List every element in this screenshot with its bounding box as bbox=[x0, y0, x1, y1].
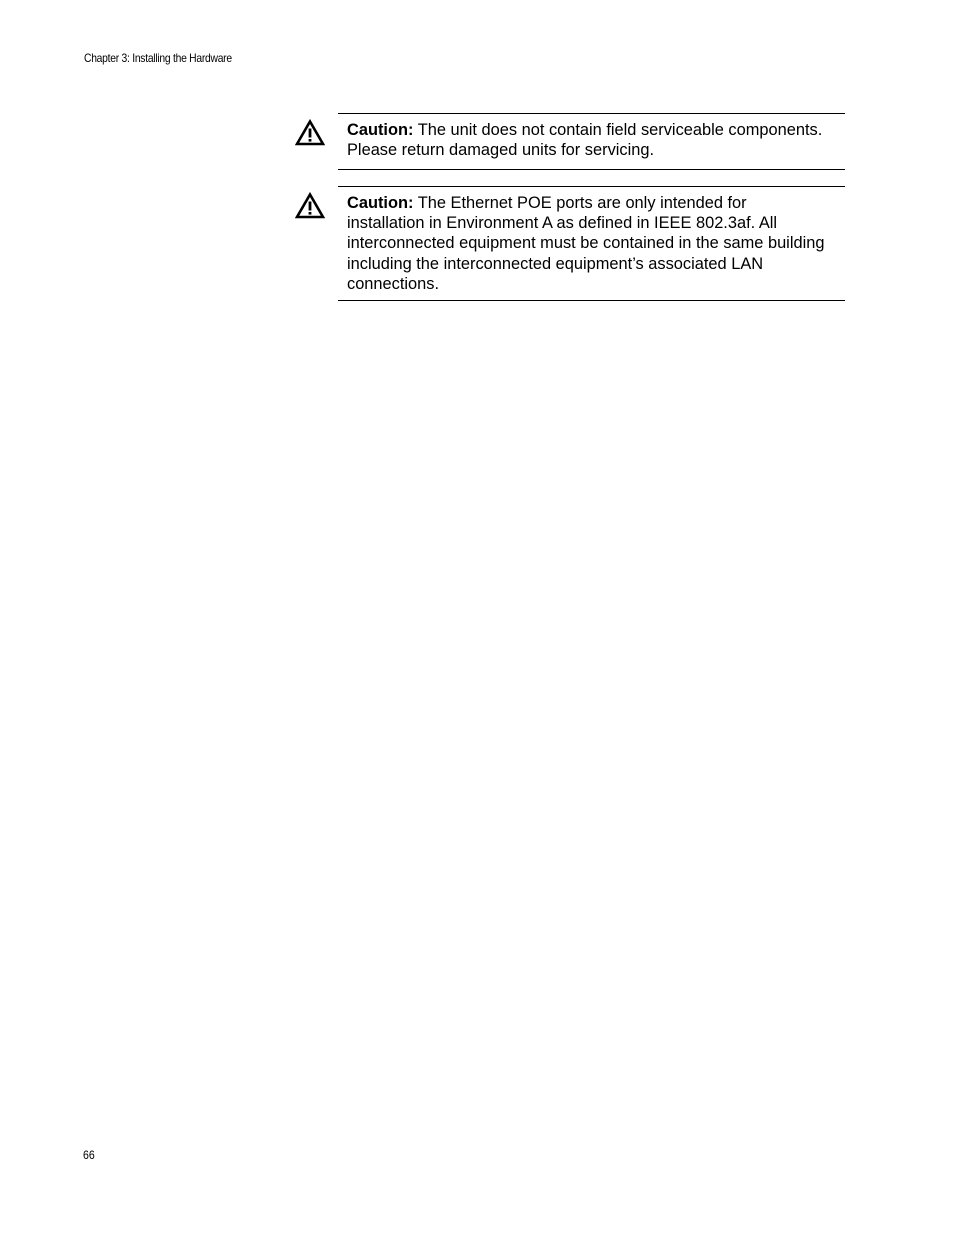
caution-note-1 bbox=[338, 113, 845, 170]
caution-label: Caution: bbox=[347, 121, 414, 139]
caution-note-2 bbox=[338, 186, 845, 301]
warning-triangle-icon bbox=[295, 192, 325, 219]
caution-body: The Ethernet POE ports are only intended for installation in Environment A as defined in IEEE 802.3af. All interconnected equipment must be contained in the same building including the interconnected equipment’s associated LAN connections. bbox=[347, 194, 825, 293]
caution-body: The unit does not contain field serviceable components. Please return damaged units for servicing. bbox=[347, 121, 823, 160]
caution-text-2 bbox=[347, 193, 827, 294]
caution-text-1 bbox=[347, 120, 827, 160]
running-header: Chapter 3: Installing the Hardware bbox=[84, 51, 232, 65]
page-number: 66 bbox=[83, 1148, 95, 1162]
caution-label: Caution: bbox=[347, 194, 414, 212]
warning-triangle-icon bbox=[295, 119, 325, 146]
